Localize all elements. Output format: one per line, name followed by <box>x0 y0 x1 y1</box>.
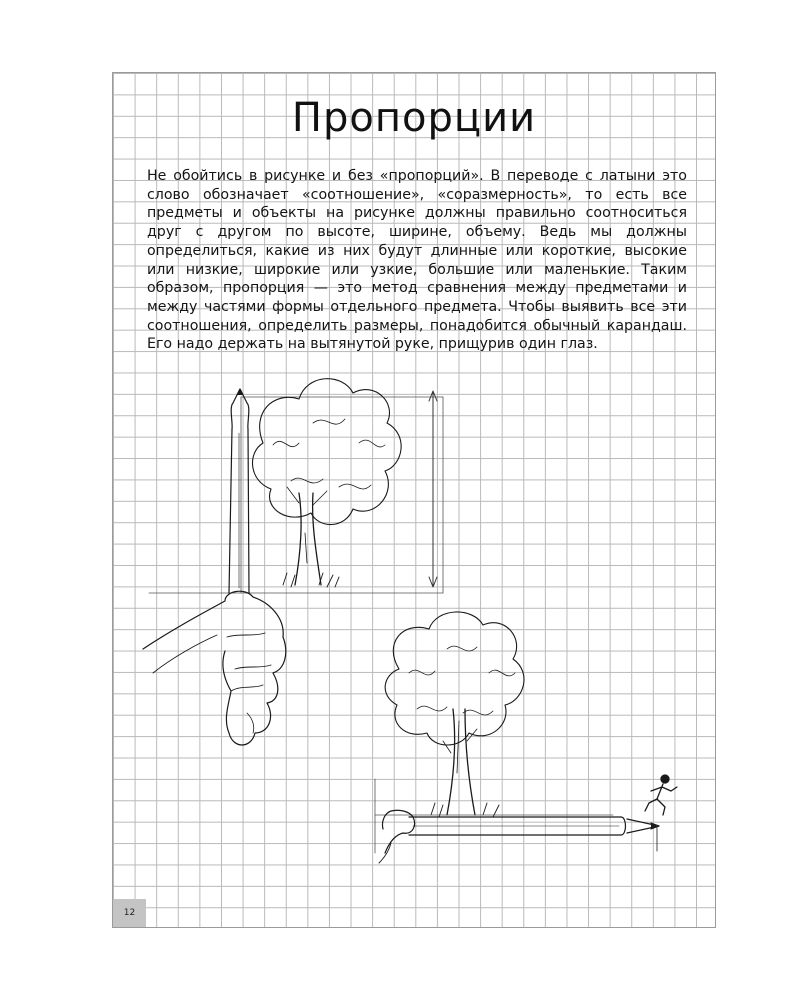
vertical-pencil <box>229 389 249 593</box>
measure-arrow-vertical <box>429 391 437 587</box>
top-hand <box>143 591 286 745</box>
page-number: 12 <box>113 899 146 927</box>
horizontal-pencil <box>409 817 659 835</box>
bottom-hand <box>379 810 415 863</box>
notebook-page <box>112 72 716 928</box>
proportion-illustration <box>113 73 716 928</box>
running-figure <box>645 775 677 815</box>
top-frame <box>149 397 443 593</box>
top-tree <box>253 379 402 587</box>
bottom-tree <box>385 612 524 817</box>
body-paragraph: Не обойтись в рисунке и без «пропорций». В переводе с латыни это слово обозначает «соотношение», «соразмерность», то есть все предметы и объекты на рисунке должны правильно соотноситься друг с другом по высоте, ширине, объему. Ведь мы должны определиться, какие из них будут длинные или короткие, высокие или низкие, широкие или узкие, большие или маленькие. Таким образом, пропорция — это метод сравнения между предметами и между частями формы отдельного предмета. Чтобы выявить все эти соотношения, определить размеры, понадобится обычный карандаш. Его надо держать на вытянутой руке, прищурив один глаз. <box>147 168 687 353</box>
page-title: Пропорции <box>291 95 537 141</box>
